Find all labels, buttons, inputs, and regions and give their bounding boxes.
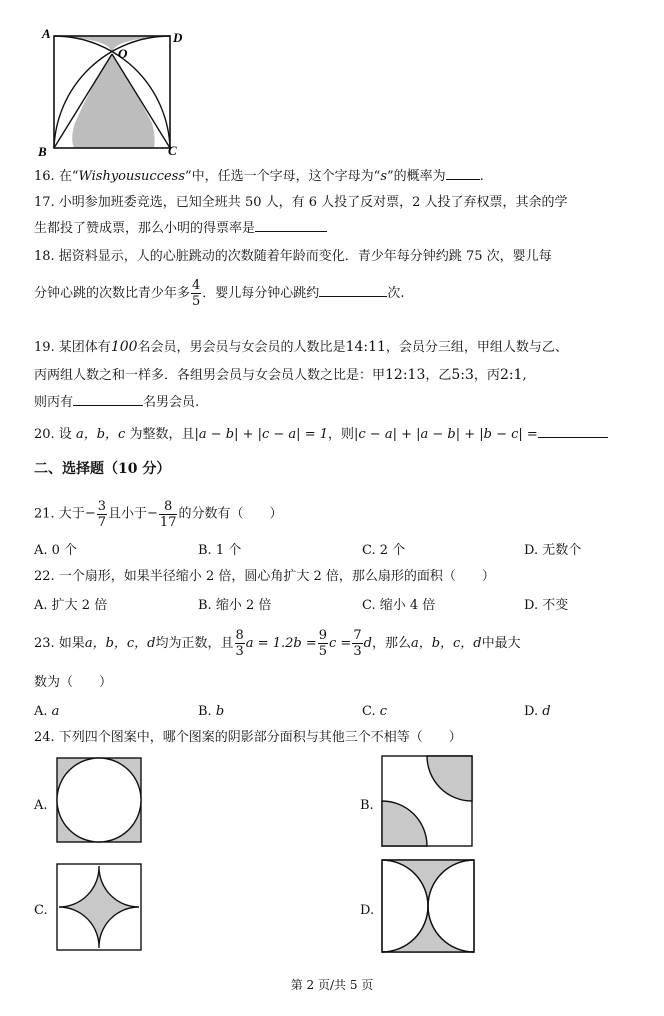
option-23-b[interactable]: B. b — [198, 704, 225, 719]
option-24-c-label[interactable]: C. — [34, 903, 48, 918]
option-21-b[interactable]: B. 1 个 — [198, 543, 242, 558]
page-footer: 第 2 页/共 5 页 — [290, 978, 374, 992]
fraction-4-5: $\frac{4}{5}$ — [192, 278, 201, 309]
question-20: 20. 设 a，b，c 为整数，且|a − b| + |c − a| = 1，则|c − a| + |a − b| + |b − c| = — [34, 426, 608, 444]
option-22-a[interactable]: A. 扩大 2 倍 — [34, 598, 108, 613]
figure-d-hourglass[interactable] — [380, 858, 476, 956]
question-23-line1: 23. 如果a，b，c，d均为正数，且 $\frac{8}{3}$ a = 1.2b = $\frac{9}{5}$ c = $\frac{7}{3}$ d，那么a，b，c，d中最大 — [34, 628, 521, 659]
square-arc-figure — [30, 28, 200, 158]
option-24-b-label[interactable]: B. — [360, 798, 374, 813]
label-D: D — [173, 30, 183, 45]
option-24-a-label[interactable]: A. — [34, 798, 48, 813]
question-19-line2: 丙两组人数之和一样多．各组男会员与女会员人数之比是：甲12:13，乙5:3，丙2:1, — [34, 367, 527, 383]
question-18-line2: 分钟心跳的次数比青少年多 $\frac{4}{5}$ ．婴儿每分钟心跳约 次. — [34, 278, 405, 309]
answer-blank[interactable] — [319, 296, 387, 297]
answer-blank[interactable] — [73, 405, 143, 406]
figure-b-quarter-arcs[interactable] — [380, 754, 476, 850]
option-22-d[interactable]: D. 不变 — [524, 598, 569, 613]
option-22-c[interactable]: C. 缩小 4 倍 — [362, 598, 436, 613]
question-16: 16. 在“Wishyousuccess”中，任选一个字母，这个字母为“s”的概率为 . — [34, 169, 484, 184]
label-A: A — [42, 28, 51, 41]
question-21: 21. 大于− $\frac{3}{7}$ 且小于− $\frac{8}{17}$ 的分数有（ ） — [34, 498, 283, 530]
question-24: 24. 下列四个图案中，哪个图案的阴影部分面积与其他三个不相等（ ） — [34, 730, 462, 745]
option-23-d[interactable]: D. d — [524, 704, 551, 719]
option-21-c[interactable]: C. 2 个 — [362, 543, 406, 558]
figure-c-concave-star[interactable] — [55, 862, 145, 954]
option-22-b[interactable]: B. 缩小 2 倍 — [198, 598, 272, 613]
figure-a-circle-in-square[interactable] — [55, 756, 145, 846]
question-23-line2: 数为（ ） — [34, 675, 113, 690]
option-24-d-label[interactable]: D. — [360, 903, 375, 918]
answer-blank[interactable] — [538, 437, 608, 438]
label-B: B — [38, 144, 47, 158]
label-C: C — [168, 143, 177, 158]
option-23-c[interactable]: C. c — [362, 704, 388, 719]
fraction-3-7: $\frac{3}{7}$ — [97, 498, 106, 530]
answer-blank[interactable] — [446, 179, 480, 180]
label-O: O — [118, 46, 128, 61]
option-21-a[interactable]: A. 0 个 — [34, 543, 78, 558]
option-21-d[interactable]: D. 无数个 — [524, 543, 582, 558]
question-22: 22. 一个扇形，如果半径缩小 2 倍，圆心角扩大 2 倍，那么扇形的面积（ ） — [34, 569, 495, 584]
option-23-a[interactable]: A. a — [34, 704, 60, 719]
question-19-line3: 则丙有 名男会员. — [34, 395, 200, 410]
question-17-line1: 17. 小明参加班委竞选，已知全班共 50 人，有 6 人投了反对票，2 人投了弃权票，其余的学 — [34, 195, 568, 210]
question-19-line1: 19. 某团体有100名会员，男会员与女会员的人数比是14:11，会员分三组，甲组人数与乙、 — [34, 339, 568, 355]
question-17-line2: 生都投了赞成票，那么小明的得票率是 — [34, 220, 327, 238]
question-18-line1: 18. 据资料显示，人的心脏跳动的次数随着年龄而变化．青少年每分钟约跳 75 次，婴儿每 — [34, 249, 552, 264]
answer-blank[interactable] — [255, 231, 327, 232]
fraction-8-17: $\frac{8}{17}$ — [159, 498, 177, 530]
section-title: 二、选择题（10 分） — [34, 461, 171, 477]
